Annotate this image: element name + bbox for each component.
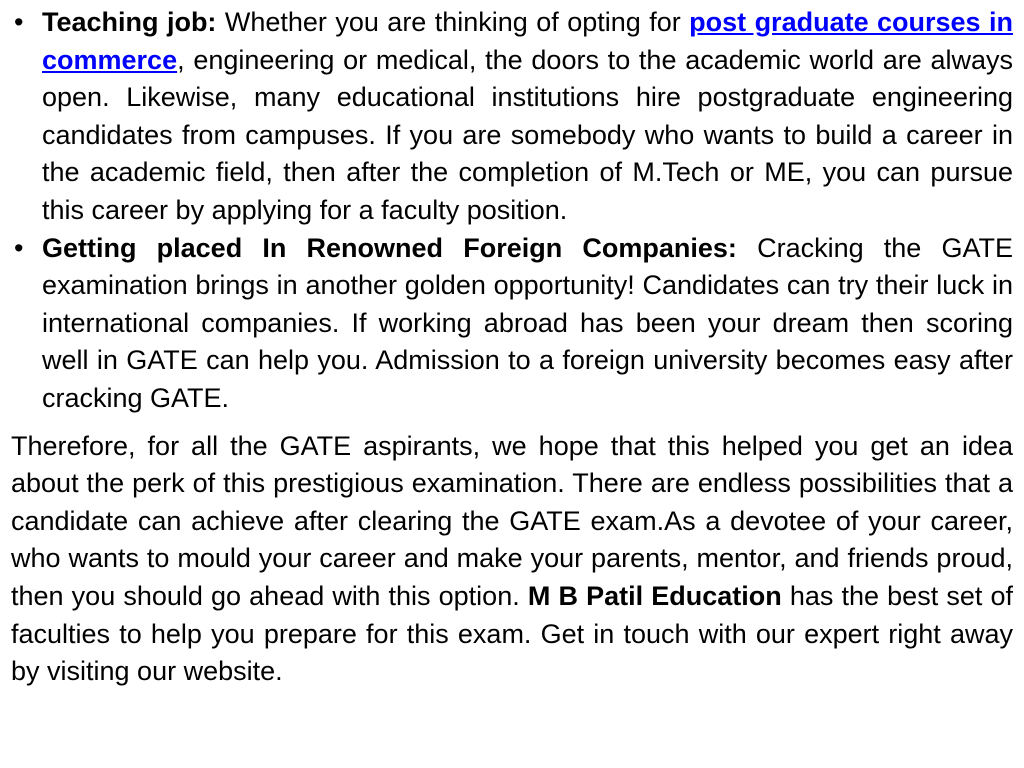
bullet-item-foreign-companies [11,230,1013,418]
post-graduate-courses-link[interactable]: post graduate courses in commerce [42,7,1014,75]
bullet-list [11,4,1013,418]
closing-text: has the best set of faculties to help you prepare for this exam. Get in touch with our expert right away by visiting our website. [11,580,1013,687]
bullet-item-teaching-job [11,4,1013,230]
bullet-marker: • [14,7,24,37]
closing-paragraph [11,428,1013,691]
brand-name: M B Patil Education [527,580,782,611]
closing-text: Therefore, for all the GATE aspirants, we hope that this helped you get an idea about the perk of this prestigious examination. There are endless possibilities that a candidate can achieve after clearing the GATE exam.As a devotee of your career, who wants to mould your career and make your parents, mentor, and friends proud, then you should go ahead with this option. [11,430,1013,611]
bullet-text: , engineering or medical, the doors to the academic world are always open. Likewise, many educational institutions hire postgraduate engineering candidates from campuses. If you are somebody who wants to build a career in the academic field, then after the completion of M.Tech or ME, you can pursue this career by applying for a faculty position. [42,44,1013,225]
bullet-text: Cracking the GATE examination brings in another golden opportunity! Candidates can try their luck in international companies. If working abroad has been your dream then scoring well in GATE can help you. Admission to a foreign university becomes easy after cracking GATE. [42,232,1013,413]
bullet-heading: Getting placed In Renowned Foreign Companies: [42,232,737,263]
bullet-text: Whether you are thinking of opting for [216,7,690,37]
bullet-marker: • [14,232,24,263]
bullet-heading: Teaching job: [42,7,217,37]
